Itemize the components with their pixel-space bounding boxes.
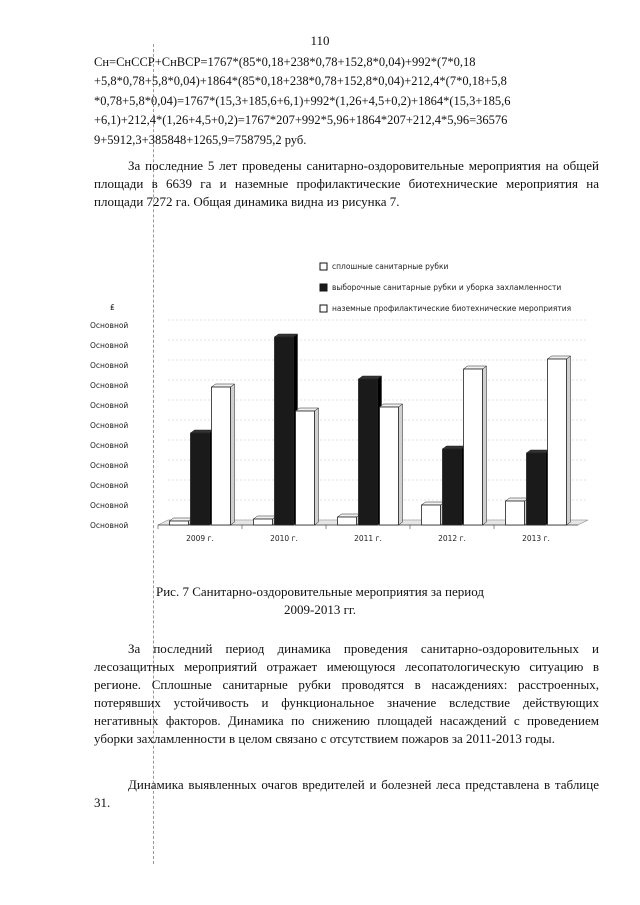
y-axis-marker: ₤	[110, 303, 115, 312]
bar	[548, 359, 567, 525]
bar-top	[275, 334, 298, 337]
y-axis-ticks	[90, 303, 128, 530]
paragraph-table-ref-text: Динамика выявленных очагов вредителей и болезней леса представлена в таблице 31.	[94, 777, 599, 810]
bar-top	[170, 518, 193, 521]
bar-top	[506, 498, 529, 501]
y-tick-label: Основной	[90, 481, 129, 490]
x-tick-label: 2010 г.	[270, 534, 298, 543]
x-tick-label: 2009 г.	[186, 534, 214, 543]
figure-caption-line1: Рис. 7 Санитарно-оздоровительные мероприятия за период	[156, 584, 484, 599]
bar	[359, 379, 378, 525]
paragraph-table-ref	[94, 776, 599, 812]
bar-side	[483, 366, 487, 525]
bar-chart	[88, 252, 603, 562]
bar	[275, 337, 294, 525]
bar-side	[567, 356, 571, 525]
paragraph-dynamics	[94, 640, 599, 748]
y-tick-label: Основной	[90, 401, 129, 410]
cost-formula	[94, 53, 594, 150]
x-tick-label: 2012 г.	[438, 534, 466, 543]
x-axis-ticks	[158, 525, 550, 543]
bar	[527, 453, 546, 525]
formula-line: +5,8*0,78+5,8*0,04)+1864*(85*0,18+238*0,78+152,8*0,04)+212,4*(7*0,18+5,8	[94, 74, 507, 89]
bar-top	[254, 516, 277, 519]
bar	[506, 501, 525, 525]
bar	[191, 433, 210, 525]
formula-line: 9+5912,3+385848+1265,9=758795,2 руб.	[94, 132, 307, 147]
bar-top	[548, 356, 571, 359]
formula-line: *0,78+5,8*0,04)=1767*(15,3+185,6+6,1)+992*(1,26+4,5+0,2)+1864*(15,3+185,6	[94, 93, 511, 108]
paragraph-dynamics-text: За последний период динамика проведения санитарно-оздоровительных и лесозащитных мероприятий отражает имеющуюся лесопатологическую ситуацию в регионе. Сплошные санитарные рубки проводятся в насаждениях: расстроенных, потерявших устойчивость и функциональное значение вследствие действующих негативных факторов. Динамика по снижению площадей насаждений с проведением уборки захламленности в целом связано с отсутствием пожаров за 2011-2013 годы.	[94, 641, 599, 746]
y-tick-label: Основной	[90, 361, 129, 370]
legend-label: наземные профилактические биотехнические мероприятия	[332, 304, 572, 313]
x-tick-label: 2011 г.	[354, 534, 382, 543]
x-tick-label: 2013 г.	[522, 534, 550, 543]
bar-top	[212, 384, 235, 387]
legend-swatch	[320, 263, 327, 270]
legend-swatch	[320, 305, 327, 312]
y-tick-label: Основной	[90, 521, 129, 530]
bar-top	[338, 514, 361, 517]
bar	[170, 521, 189, 525]
bar	[212, 387, 231, 525]
bar-top	[464, 366, 487, 369]
bar-side	[315, 408, 319, 525]
bar-side	[399, 404, 403, 525]
bar	[380, 407, 399, 525]
figure-caption-line2: 2009-2013 гг.	[283, 602, 357, 617]
bar	[296, 411, 315, 525]
bar	[338, 517, 357, 525]
bar-top	[296, 408, 319, 411]
y-tick-label: Основной	[90, 341, 129, 350]
y-tick-label: Основной	[90, 441, 129, 450]
y-tick-label: Основной	[90, 381, 129, 390]
bar	[464, 369, 483, 525]
paragraph-intro	[94, 157, 599, 211]
legend-label: выборочные санитарные рубки и уборка захламленности	[332, 283, 562, 292]
bar-top	[527, 450, 550, 453]
chart-legend	[320, 262, 571, 313]
bar-top	[422, 502, 445, 505]
y-tick-label: Основной	[90, 321, 129, 330]
y-tick-label: Основной	[90, 421, 129, 430]
bar	[443, 449, 462, 525]
bar-side	[231, 384, 235, 525]
formula-line: +6,1)+212,4*(1,26+4,5+0,2)=1767*207+992*5,96+1864*207+212,4*5,96=36576	[94, 113, 508, 128]
paragraph-intro-text: За последние 5 лет проведены санитарно-оздоровительные мероприятия на общей площади в 6639 га и наземные профилактические биотехнические мероприятия на площади 7272 га. Общая динамика видна из рисунка 7.	[94, 158, 599, 209]
y-tick-label: Основной	[90, 461, 129, 470]
bar-top	[359, 376, 382, 379]
legend-label: сплошные санитарные рубки	[332, 262, 449, 271]
bar-top	[191, 430, 214, 433]
bar	[254, 519, 273, 525]
formula-line: Сн=СнССР+СнВСР=1767*(85*0,18+238*0,78+152,8*0,04)+992*(7*0,18	[94, 55, 476, 69]
bar-top	[380, 404, 403, 407]
chart-figure-7	[88, 252, 603, 562]
chart-bars	[170, 334, 571, 525]
bar	[422, 505, 441, 525]
bar-top	[443, 446, 466, 449]
y-tick-label: Основной	[90, 501, 129, 510]
page-number: 110	[310, 33, 330, 48]
legend-swatch	[320, 284, 327, 291]
